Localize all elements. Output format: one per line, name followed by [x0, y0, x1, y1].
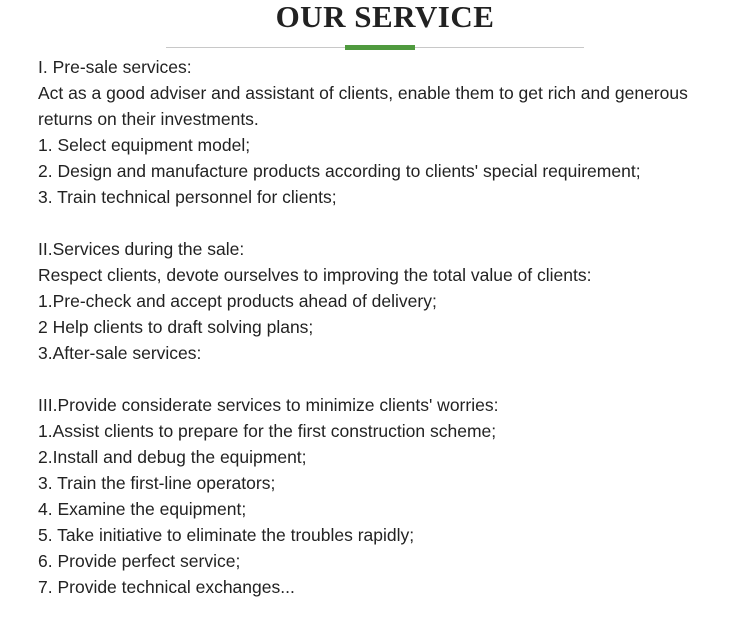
- list-item: 5. Take initiative to eliminate the troubles rapidly;: [38, 525, 415, 545]
- list-item: 1. Select equipment model;: [38, 135, 251, 155]
- list-item: 6. Provide perfect service;: [38, 551, 241, 571]
- service-content: [38, 54, 728, 626]
- section-intro: Respect clients, devote ourselves to improving the total value of clients:: [38, 265, 592, 285]
- list-item: 2. Design and manufacture products according to clients' special requirement;: [38, 161, 641, 181]
- title-divider-accent: [345, 45, 415, 50]
- list-item: 2.Install and debug the equipment;: [38, 447, 307, 467]
- list-item: 1.Assist clients to prepare for the first construction scheme;: [38, 421, 497, 441]
- section-heading: II.Services during the sale:: [38, 239, 245, 259]
- section-pre-sale: [38, 54, 728, 210]
- list-item: 3. Train the first-line operators;: [38, 473, 276, 493]
- list-item: 3. Train technical personnel for clients;: [38, 187, 337, 207]
- section-heading: I. Pre-sale services:: [38, 57, 192, 77]
- list-item: 2 Help clients to draft solving plans;: [38, 317, 314, 337]
- section-heading: III.Provide considerate services to minimize clients' worries:: [38, 395, 499, 415]
- section-intro: Act as a good adviser and assistant of clients, enable them to get rich and generous returns on their investments.: [38, 83, 688, 129]
- list-item: 7. Provide technical exchanges...: [38, 577, 295, 597]
- page-title: OUR SERVICE: [275, 0, 495, 34]
- list-item: 3.After-sale services:: [38, 343, 202, 363]
- section-during-sale: [38, 236, 728, 366]
- list-item: 4. Examine the equipment;: [38, 499, 247, 519]
- list-item: 1.Pre-check and accept products ahead of delivery;: [38, 291, 437, 311]
- section-considerate-services: [38, 392, 728, 600]
